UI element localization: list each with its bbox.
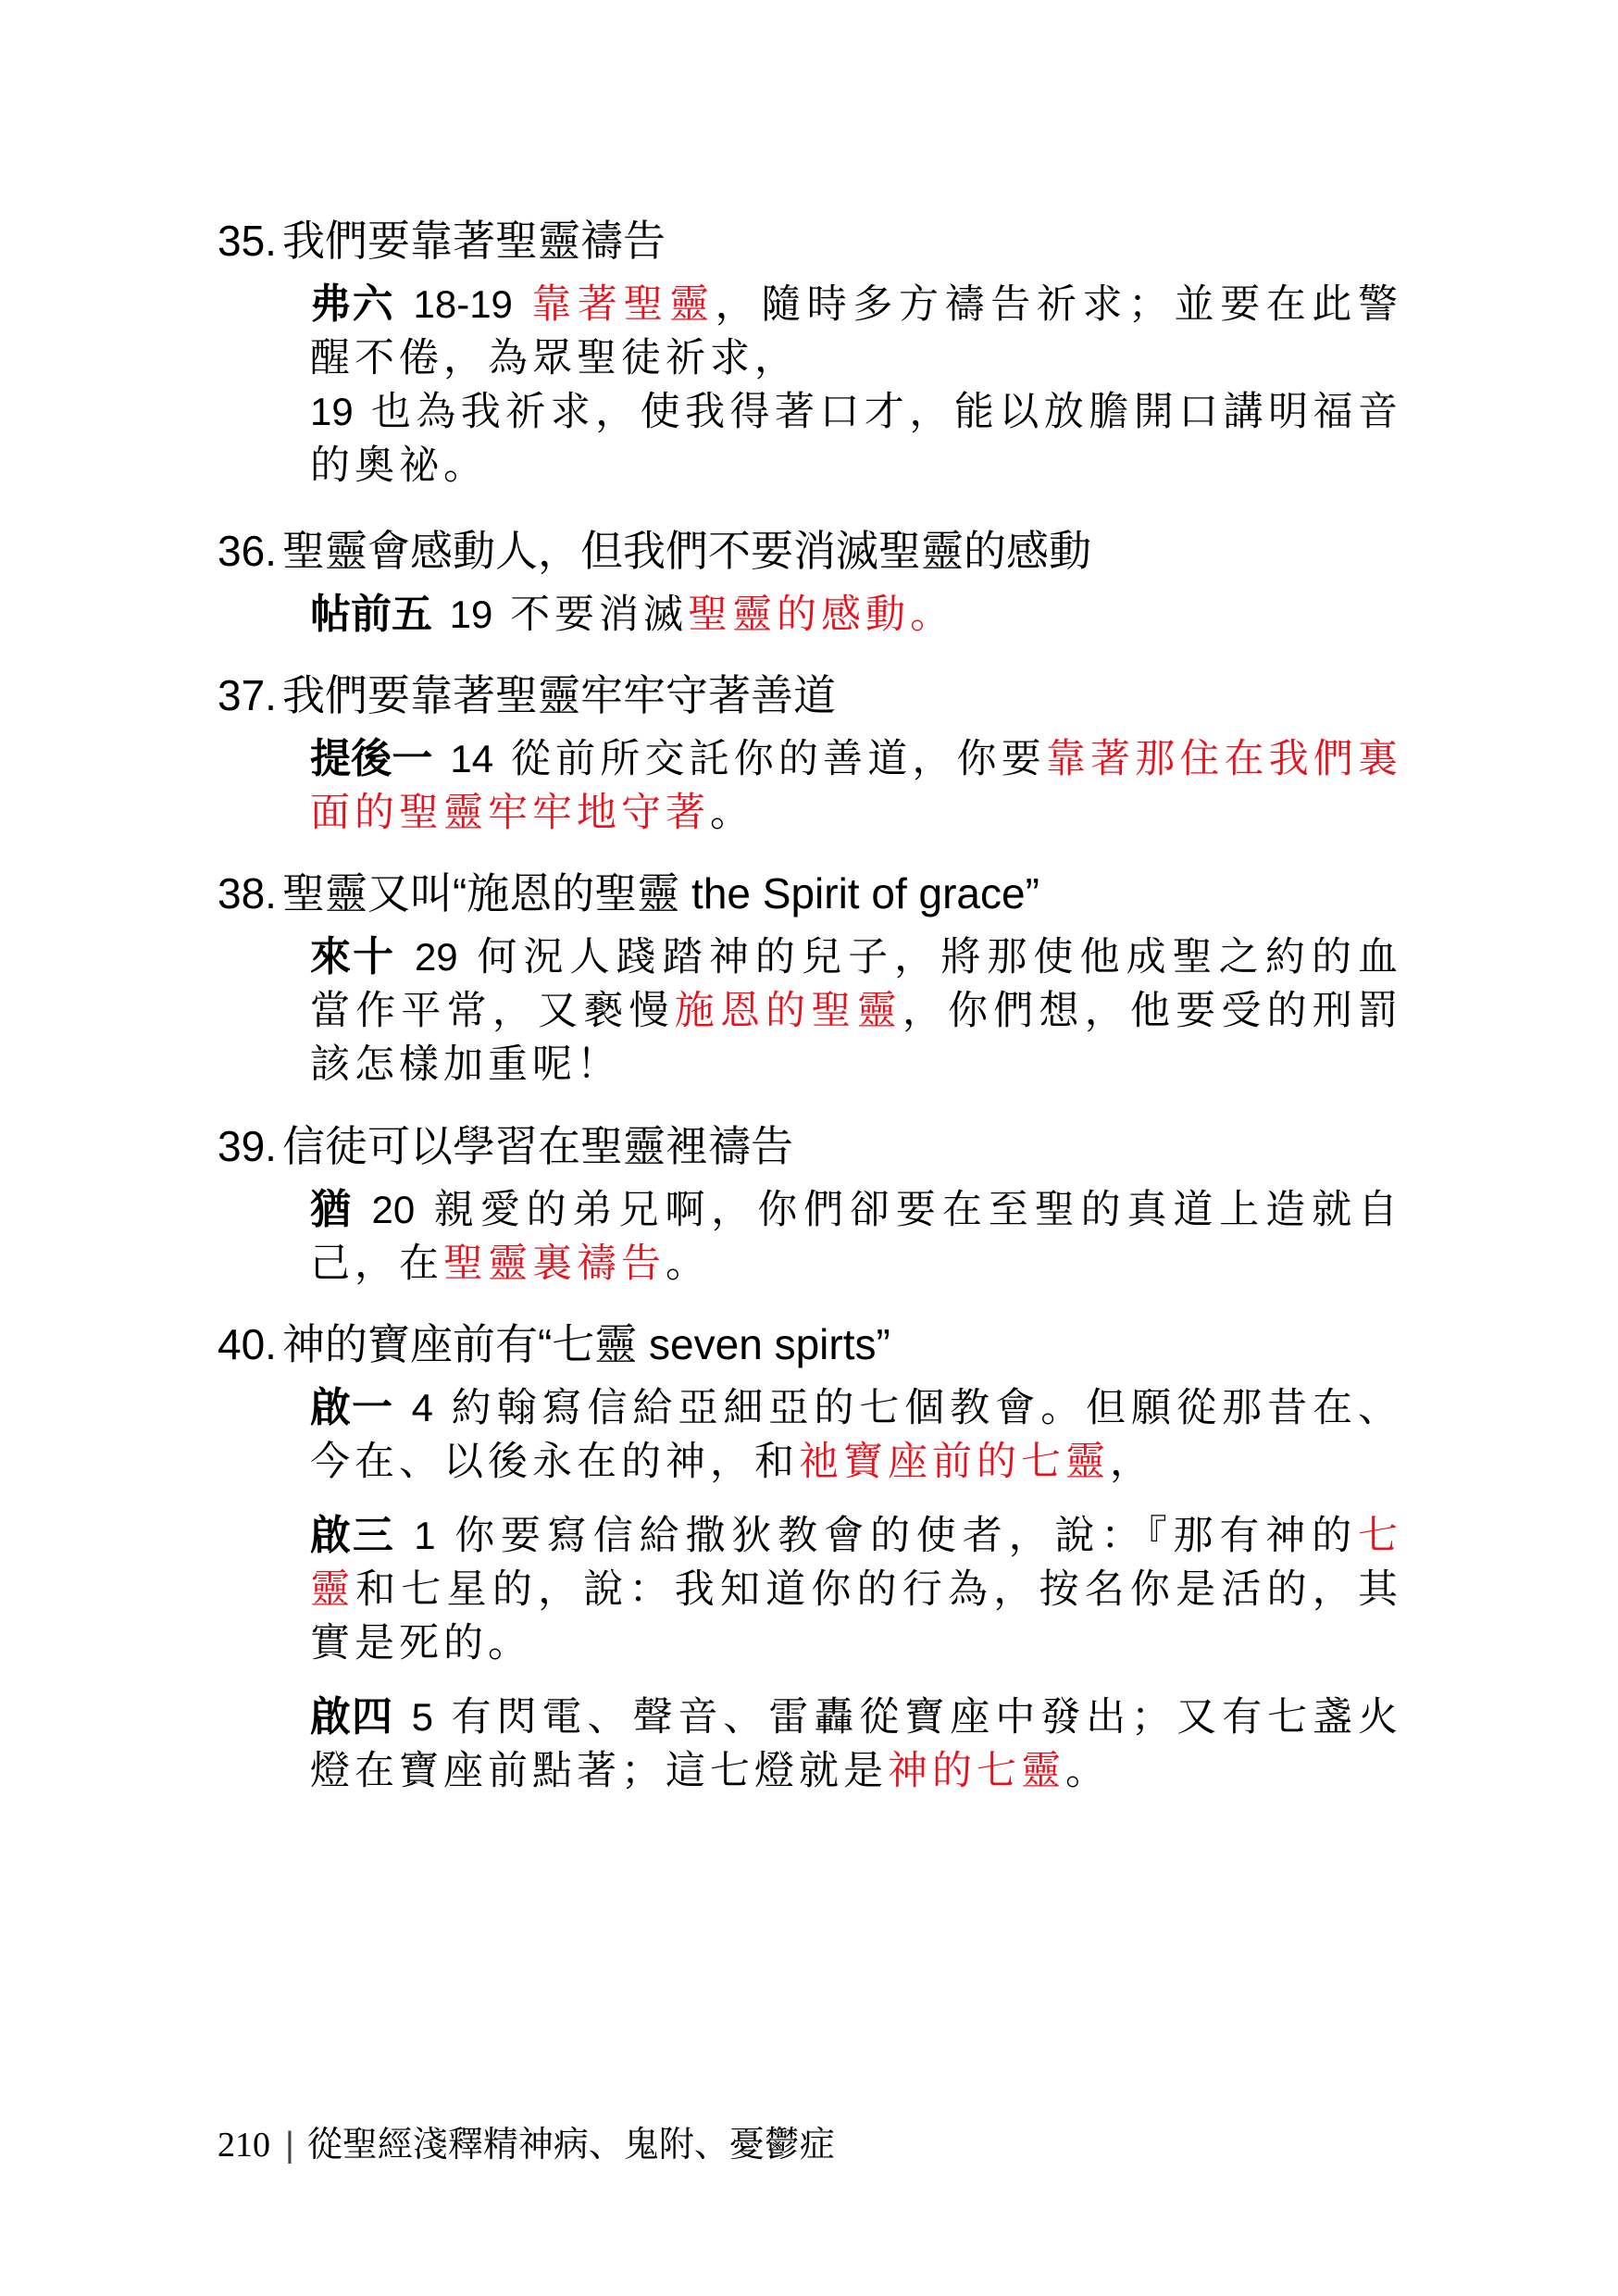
verse [310, 1691, 1402, 1798]
verse-number: 14 [450, 737, 494, 780]
book-title: 從聖經淺釋精神病、鬼附、憂鬱症 [306, 2126, 835, 2165]
verse [310, 588, 1402, 642]
section-title: 神的寶座前有“七靈 seven spirts” [281, 1320, 890, 1368]
verse-text: 也為我祈求，使我得著口才，能以放膽開口講明福音的奧祕。 [310, 389, 1403, 489]
section-36 [218, 525, 1421, 642]
section-37 [218, 669, 1421, 840]
section-heading [218, 215, 1421, 267]
verse-text: 你要寫信給撒狄教會的使者，說：『那有神的 [454, 1513, 1359, 1559]
section-heading [218, 525, 1421, 577]
highlighted-text: 七靈 [310, 1513, 1403, 1613]
verse-text: 不要消滅 [510, 592, 689, 638]
highlighted-text: 聖靈的感動 [688, 592, 911, 638]
highlighted-text: 靠著聖靈 [531, 281, 716, 328]
verse-reference: 猶 [310, 1187, 353, 1232]
verse-reference: 啟四 [310, 1694, 393, 1740]
verse-number: 4 [411, 1386, 433, 1429]
section-heading [218, 1120, 1421, 1172]
verse-number: 18-19 [413, 282, 513, 326]
section-title: 聖靈又叫“施恩的聖靈 the Spirit of grace” [281, 869, 1039, 917]
verse-number: 20 [371, 1188, 416, 1231]
verse [310, 278, 1402, 385]
verse-text: 。 [710, 790, 754, 836]
verse-number: 19 [449, 593, 493, 636]
verse-text: 。 [1065, 1748, 1110, 1794]
verse-reference: 來十 [310, 934, 396, 980]
verse [310, 1183, 1402, 1291]
section-number: 37. [218, 671, 277, 719]
section-title: 聖靈會感動人，但我們不要消滅聖靈的感動 [281, 527, 1091, 575]
verse-number: 1 [414, 1514, 436, 1557]
highlighted-text: 祂寶座前的七靈 [799, 1439, 1110, 1485]
section-39 [218, 1120, 1421, 1291]
verse-number: 29 [414, 935, 458, 979]
section-number: 38. [218, 869, 277, 917]
verse-text: 親愛的弟兄啊，你們卻要在至聖的真道上造就自己，在 [310, 1187, 1403, 1287]
highlighted-text: 施恩的聖靈 [674, 988, 902, 1034]
section-title: 我們要靠著聖靈禱告 [281, 217, 666, 265]
verse [310, 732, 1402, 840]
section-38 [218, 867, 1421, 1092]
footer-separator: | [285, 2126, 294, 2165]
section-number: 39. [218, 1122, 277, 1170]
verse-number: 5 [411, 1695, 433, 1739]
verse-number: 19 [310, 390, 354, 433]
section-heading [218, 867, 1421, 919]
verse-text: 。 [910, 592, 955, 638]
verse-text: 。 [666, 1241, 710, 1287]
verse-reference: 帖前五 [310, 592, 432, 637]
verse [310, 1381, 1402, 1489]
verse-reference: 提後一 [310, 736, 433, 781]
verse-text: 和七星的，說：我知道你的行為，按名你是活的，其實是死的。 [310, 1566, 1403, 1666]
section-40 [218, 1318, 1421, 1798]
section-35 [218, 215, 1421, 493]
verse-reference: 啟三 [310, 1513, 395, 1558]
section-title: 我們要靠著聖靈牢牢守著善道 [281, 671, 836, 719]
verse-text: ，隨時多方禱告祈求；並要在此警醒不倦，為眾聖徒祈求， [310, 281, 1403, 381]
highlighted-text: 靠著那住在我們裏面的聖靈牢牢地守著 [310, 736, 1403, 836]
highlighted-text: 聖靈裏禱告 [443, 1241, 666, 1287]
section-heading [218, 669, 1421, 721]
verse-reference: 啟一 [310, 1385, 393, 1430]
highlighted-text: 神的七靈 [888, 1748, 1065, 1794]
verse [310, 1509, 1402, 1670]
verse-text: ， [1110, 1439, 1154, 1485]
verse-text: ，你們想，他要受的刑罰該怎樣加重呢！ [310, 988, 1403, 1088]
verse-continuation [310, 385, 1402, 493]
section-heading [218, 1318, 1421, 1370]
verse-reference: 弗六 [310, 281, 395, 327]
verse-text: 何況人踐踏神的兒子，將那使他成聖之約的血當作平常，又褻慢 [310, 934, 1403, 1034]
page-number: 210 [218, 2126, 270, 2165]
page-footer [218, 2125, 835, 2165]
section-number: 40. [218, 1320, 277, 1368]
verse [310, 930, 1402, 1092]
verse-text: 約翰寫信給亞細亞的七個教會。但願從那昔在、今在、以後永在的神，和 [310, 1385, 1403, 1485]
section-number: 35. [218, 217, 277, 265]
section-number: 36. [218, 527, 277, 575]
section-title: 信徒可以學習在聖靈裡禱告 [281, 1122, 793, 1170]
verse-text: 從前所交託你的善道，你要 [510, 736, 1046, 782]
verse-text: 有閃電、聲音、雷轟從寶座中發出；又有七盞火燈在寶座前點著；這七燈就是 [310, 1694, 1403, 1794]
